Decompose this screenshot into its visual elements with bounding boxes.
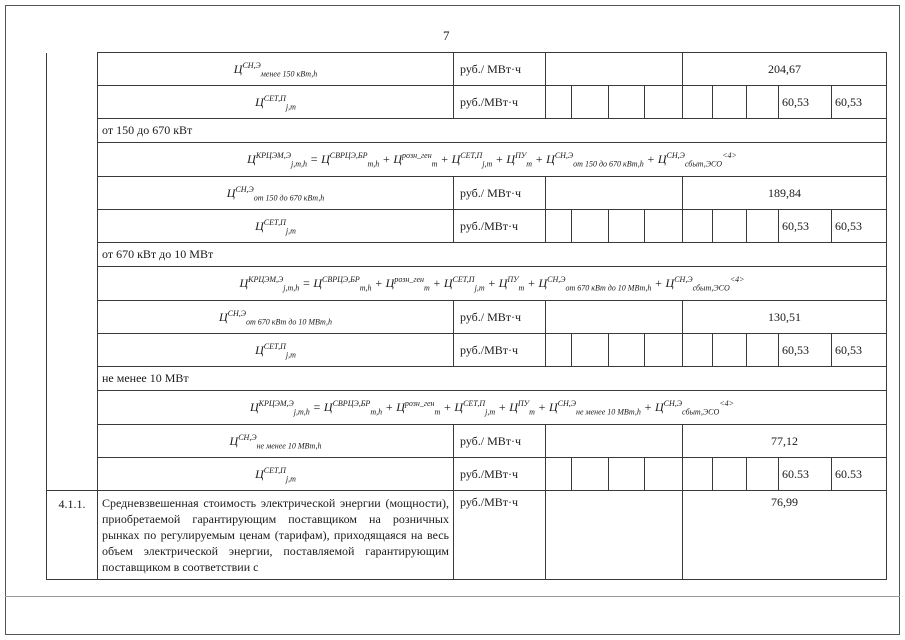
footnote-ref: <4> — [729, 275, 745, 284]
term-superscript: КРЦЭМ,Э — [255, 151, 291, 160]
value-cell-1: 60,53 — [779, 86, 832, 119]
price-symbol — [255, 95, 296, 109]
formula-term: $Ц^{ПУ}_m$ — [498, 275, 525, 293]
num-cell — [47, 391, 98, 425]
symbol-base: Ц — [219, 309, 228, 324]
symbol-subscript: j,m — [285, 473, 296, 483]
empty-cell — [645, 210, 683, 243]
term-subscript: сбыт,ЭСО — [692, 283, 730, 293]
symbol-subscript: j,m — [285, 349, 296, 359]
section-heading: не менее 10 МВт — [98, 367, 887, 391]
section-heading-row — [47, 243, 887, 267]
term-subscript: j,m,h — [283, 283, 300, 293]
network-tariff-row — [47, 210, 887, 243]
empty-cell — [572, 334, 609, 367]
formula-term: $Ц^{розн\_ген}_m$ — [393, 151, 438, 169]
empty-cell — [645, 86, 683, 119]
empty-cell — [713, 458, 747, 491]
num-cell — [47, 143, 98, 177]
term-superscript: СЕТ,П — [463, 399, 486, 408]
unit-cell: руб./ МВт·ч — [454, 301, 546, 334]
empty-cell — [683, 86, 713, 119]
empty-cell — [609, 86, 645, 119]
empty-cell — [713, 86, 747, 119]
price-formula: $Ц^{КРЦЭМ,Э}_{j,m,h} = Ц^{СВРЦЭ,БР}_{m,h} + Ц^{розн\_ген}_m + Ц^{СЕТ,П}_{j,m} + Ц^{ПУ}_m + Ц^{СН,Э}_{от 150 до 670 кВт,h} + Ц^{СН,Э}_{сбыт,ЭСО}^{<4>}$ — [247, 151, 737, 169]
term-superscript: СН,Э — [674, 275, 693, 284]
empty-cell — [572, 458, 609, 491]
num-cell — [47, 334, 98, 367]
price-symbol — [230, 434, 322, 448]
symbol-superscript: СН,Э — [238, 432, 257, 442]
section-heading-row — [47, 367, 887, 391]
value-cell-1: 60,53 — [779, 210, 832, 243]
empty-cell — [683, 334, 713, 367]
price-symbol — [255, 343, 296, 357]
term-subscript: j,m,h — [293, 407, 310, 417]
formula-cell — [98, 143, 887, 177]
empty-cell — [645, 334, 683, 367]
term-subscript: j,m — [482, 159, 493, 169]
empty-cell — [546, 334, 572, 367]
term-superscript: СН,Э — [554, 151, 574, 160]
symbol-subscript: менее 150 кВт,h — [260, 68, 318, 78]
value-cell-2: 60,53 — [832, 86, 887, 119]
symbol-cell — [98, 425, 454, 458]
symbol-cell — [98, 334, 454, 367]
term-superscript: СЕТ,П — [452, 275, 475, 284]
item-value: 76,99 — [683, 491, 887, 580]
empty-cell — [572, 86, 609, 119]
value-cell-2: 60.53 — [832, 458, 887, 491]
value-row — [47, 177, 887, 210]
empty-cell — [546, 301, 683, 334]
unit-cell: руб./МВт·ч — [454, 334, 546, 367]
symbol-base: Ц — [233, 61, 243, 76]
num-cell — [47, 458, 98, 491]
symbol-cell — [98, 301, 454, 334]
value-cell-1: 60.53 — [779, 458, 832, 491]
empty-cell — [609, 458, 645, 491]
empty-cell — [546, 458, 572, 491]
section-heading: от 150 до 670 кВт — [98, 119, 887, 143]
symbol-subscript: j,m — [285, 101, 296, 111]
formula-term: $Ц^{СВРЦЭ,БР}_{m,h}$ — [313, 275, 372, 293]
num-cell — [47, 119, 98, 143]
symbol-cell — [98, 53, 454, 86]
term-superscript: ПУ — [517, 399, 530, 408]
value-cell: 189,84 — [683, 177, 887, 210]
page-number: 7 — [443, 28, 450, 43]
section-heading-row — [47, 119, 887, 143]
term-subscript: m,h — [359, 283, 372, 293]
price-symbol — [227, 186, 325, 200]
price-symbol — [255, 219, 296, 233]
formula-term: $Ц^{ПУ}_m$ — [509, 399, 535, 417]
value-cell: 204,67 — [683, 53, 887, 86]
num-cell — [47, 425, 98, 458]
empty-cell — [747, 458, 779, 491]
formula-row — [47, 143, 887, 177]
value-cell-1: 60,53 — [779, 334, 832, 367]
value-row — [47, 53, 887, 86]
formula-row — [47, 391, 887, 425]
formula-term: $Ц^{розн\_ген}_m$ — [396, 399, 441, 417]
term-superscript: ПУ — [515, 151, 527, 160]
tariff-table — [46, 52, 887, 580]
symbol-superscript: СН,Э — [227, 308, 247, 318]
symbol-subscript: не менее 10 МВт,h — [256, 440, 322, 450]
num-cell — [47, 243, 98, 267]
formula-term: $Ц^{КРЦЭМ,Э}_{j,m,h}$ — [247, 151, 307, 169]
symbol-base: Ц — [226, 185, 236, 200]
term-superscript: СН,Э — [557, 399, 576, 408]
item-description: Средневзвешенная стоимость электрической энергии (мощности), приобретаемой гарантирующим поставщиком на розничных рынках по регулируемым ценам (тарифам), приходящаяся на весь объем электрической энергии, поставляемой гарантирующим поставщиком в соответствии с — [98, 491, 454, 580]
empty-cell — [609, 334, 645, 367]
num-cell — [47, 177, 98, 210]
symbol-base: Ц — [255, 218, 264, 233]
empty-cell — [546, 53, 683, 86]
empty-cell — [546, 177, 683, 210]
term-subscript: не менее 10 МВт,h — [576, 407, 641, 417]
price-symbol — [255, 467, 296, 481]
unit-cell: руб./ МВт·ч — [454, 177, 546, 210]
term-superscript: СВРЦЭ,БР — [329, 151, 368, 160]
symbol-base: Ц — [229, 433, 239, 448]
term-subscript: m — [431, 159, 438, 169]
term-superscript: розн_ген — [402, 151, 432, 160]
unit-cell: руб./ МВт·ч — [454, 53, 546, 86]
empty-cell — [546, 210, 572, 243]
term-superscript: розн_ген — [394, 275, 424, 284]
term-subscript: от 150 до 670 кВт,h — [573, 159, 644, 169]
footnote-ref: <4> — [722, 151, 737, 160]
term-superscript: СН,Э — [547, 275, 566, 284]
term-superscript: ПУ — [507, 275, 519, 284]
symbol-base: Ц — [255, 342, 264, 357]
network-tariff-row — [47, 458, 887, 491]
term-subscript: m,h — [370, 407, 383, 417]
formula-term: $Ц^{СВРЦЭ,БР}_{m,h}$ — [321, 151, 380, 169]
bottom-rule — [5, 596, 900, 597]
empty-cell — [747, 210, 779, 243]
price-formula: $Ц^{КРЦЭМ,Э}_{j,m,h} = Ц^{СВРЦЭ,БР}_{m,h} + Ц^{розн\_ген}_m + Ц^{СЕТ,П}_{j,m} + Ц^{ПУ}_m + Ц^{СН,Э}_{от 670 кВт до 10 МВт,h} + Ц^{СН,Э}_{сбыт,ЭСО}^{<4>}$ — [239, 275, 745, 293]
formula-term: $Ц^{розн\_ген}_m$ — [385, 275, 430, 293]
symbol-base: Ц — [255, 466, 264, 481]
empty-cell — [747, 86, 779, 119]
symbol-cell — [98, 86, 454, 119]
symbol-cell — [98, 210, 454, 243]
empty-cell — [713, 334, 747, 367]
network-tariff-row — [47, 86, 887, 119]
term-superscript: СН,Э — [663, 399, 683, 408]
empty-cell — [546, 491, 683, 580]
symbol-cell — [98, 458, 454, 491]
num-cell — [47, 301, 98, 334]
unit-cell: руб./МВт·ч — [454, 86, 546, 119]
term-superscript: СЕТ,П — [460, 151, 483, 160]
price-symbol — [234, 62, 317, 76]
item-number: 4.1.1. — [47, 491, 98, 580]
term-subscript: сбыт,ЭСО — [682, 407, 720, 417]
value-cell-2: 60,53 — [832, 334, 887, 367]
num-cell — [47, 86, 98, 119]
empty-cell — [713, 210, 747, 243]
unit-cell: руб./МВт·ч — [454, 210, 546, 243]
empty-cell — [546, 425, 683, 458]
symbol-superscript: СЕТ,П — [263, 93, 286, 103]
term-superscript: СВРЦЭ,БР — [332, 399, 371, 408]
network-tariff-row — [47, 334, 887, 367]
empty-cell — [572, 210, 609, 243]
num-cell — [47, 267, 98, 301]
symbol-superscript: СЕТ,П — [263, 465, 286, 475]
formula-term: $Ц^{СЕТ,П}_{j,m}$ — [454, 399, 496, 417]
empty-cell — [546, 86, 572, 119]
empty-cell — [645, 458, 683, 491]
symbol-superscript: СН,Э — [242, 60, 261, 70]
symbol-subscript: от 670 кВт до 10 МВт,h — [246, 316, 332, 326]
formula-term: $Ц^{СН,Э}_{сбыт,ЭСО}$ — [657, 151, 723, 169]
symbol-subscript: j,m — [285, 225, 296, 235]
footnote-ref: <4> — [719, 399, 735, 408]
term-subscript: m — [434, 407, 441, 417]
formula-term: $Ц^{СЕТ,П}_{j,m}$ — [443, 275, 485, 293]
formula-term: $Ц^{СН,Э}_{сбыт,ЭСО}$ — [665, 275, 730, 293]
price-symbol — [219, 310, 332, 324]
table-body — [47, 53, 887, 580]
term-superscript: СН,Э — [666, 151, 685, 160]
formula-term: $Ц^{ПУ}_m$ — [506, 151, 533, 169]
term-superscript: КРЦЭМ,Э — [258, 399, 294, 408]
num-cell — [47, 53, 98, 86]
symbol-cell — [98, 177, 454, 210]
item-row — [47, 491, 887, 580]
term-superscript: СВРЦЭ,БР — [322, 275, 360, 284]
term-subscript: m — [423, 283, 430, 293]
formula-row — [47, 267, 887, 301]
term-subscript: j,m — [485, 407, 496, 417]
term-subscript: m,h — [367, 159, 380, 169]
tariff-table-sheet — [46, 52, 861, 580]
value-cell-2: 60,53 — [832, 210, 887, 243]
formula-term: $Ц^{СН,Э}_{от 150 до 670 кВт,h}$ — [546, 151, 644, 169]
symbol-superscript: СН,Э — [235, 184, 254, 194]
formula-term: $Ц^{СН,Э}_{от 670 кВт до 10 МВт,h}$ — [538, 275, 652, 293]
num-cell — [47, 367, 98, 391]
empty-cell — [683, 458, 713, 491]
term-subscript: сбыт,ЭСО — [684, 159, 723, 169]
term-subscript: m — [518, 283, 525, 293]
term-superscript: розн_ген — [404, 399, 435, 408]
symbol-base: Ц — [255, 94, 264, 109]
section-heading: от 670 кВт до 10 МВт — [98, 243, 887, 267]
formula-term: $Ц^{СН,Э}_{сбыт,ЭСО}$ — [654, 399, 720, 417]
empty-cell — [747, 334, 779, 367]
price-formula: $Ц^{КРЦЭМ,Э}_{j,m,h} = Ц^{СВРЦЭ,БР}_{m,h} + Ц^{розн\_ген}_m + Ц^{СЕТ,П}_{j,m} + Ц^{ПУ}_m + Ц^{СН,Э}_{не менее 10 МВт,h} + Ц^{СН,Э}_{сбыт,ЭСО}^{<4>}$ — [250, 399, 735, 417]
formula-term: $Ц^{СЕТ,П}_{j,m}$ — [451, 151, 493, 169]
formula-term: $Ц^{СН,Э}_{не менее 10 МВт,h}$ — [548, 399, 641, 417]
value-cell: 130,51 — [683, 301, 887, 334]
term-subscript: от 670 кВт до 10 МВт,h — [565, 283, 652, 293]
value-row — [47, 425, 887, 458]
formula-cell — [98, 267, 887, 301]
term-subscript: j,m — [474, 283, 485, 293]
unit-cell: руб./МВт·ч — [454, 458, 546, 491]
value-cell: 77,12 — [683, 425, 887, 458]
empty-cell — [609, 210, 645, 243]
symbol-superscript: СЕТ,П — [263, 217, 286, 227]
term-superscript: КРЦЭМ,Э — [248, 275, 284, 284]
formula-term: $Ц^{КРЦЭМ,Э}_{j,m,h}$ — [250, 399, 310, 417]
item-unit: руб./МВт·ч — [454, 491, 546, 580]
formula-term: $Ц^{КРЦЭМ,Э}_{j,m,h}$ — [239, 275, 300, 293]
formula-term: $Ц^{СВРЦЭ,БР}_{m,h}$ — [323, 399, 383, 417]
num-cell — [47, 210, 98, 243]
value-row — [47, 301, 887, 334]
formula-cell — [98, 391, 887, 425]
term-subscript: m — [526, 159, 533, 169]
unit-cell: руб./ МВт·ч — [454, 425, 546, 458]
term-subscript: j,m,h — [290, 159, 307, 169]
empty-cell — [683, 210, 713, 243]
symbol-subscript: от 150 до 670 кВт,h — [253, 192, 325, 202]
term-subscript: m — [529, 407, 535, 417]
symbol-superscript: СЕТ,П — [263, 341, 286, 351]
